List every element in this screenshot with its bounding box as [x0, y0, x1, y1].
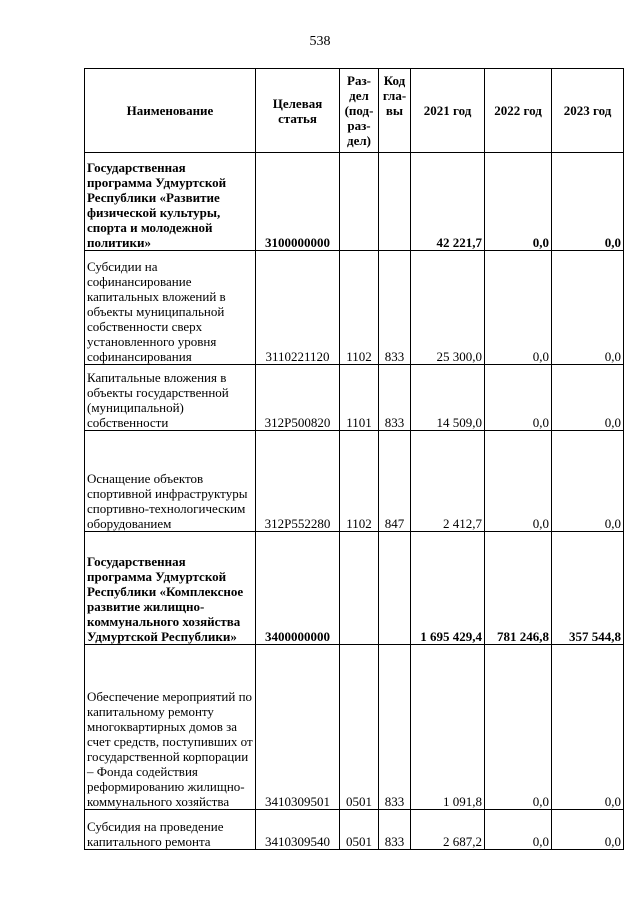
header-row [85, 69, 624, 153]
table-row [85, 153, 624, 251]
table-row [85, 365, 624, 431]
row-glava: 833 [379, 810, 411, 850]
row-2021: 1 695 429,4 [411, 532, 485, 645]
row-2022: 0,0 [485, 431, 552, 532]
row-target-code: 3410309540 [256, 810, 340, 850]
row-2021: 25 300,0 [411, 251, 485, 365]
row-2022: 0,0 [485, 153, 552, 251]
header-2022: 2022 год [485, 69, 552, 153]
row-section: 0501 [340, 810, 379, 850]
row-2023: 0,0 [552, 365, 624, 431]
page-number: 538 [309, 34, 331, 49]
row-section [340, 153, 379, 251]
header-target: Целевая статья [256, 69, 340, 153]
row-section: 0501 [340, 645, 379, 810]
row-glava: 833 [379, 365, 411, 431]
table-row [85, 810, 624, 850]
row-section: 1102 [340, 431, 379, 532]
table-row [85, 431, 624, 532]
table-row [85, 645, 624, 810]
row-target-code: 312P500820 [256, 365, 340, 431]
row-2023: 0,0 [552, 431, 624, 532]
row-name: Государственная программа Удмуртской Республики «Комплексное развитие жилищно-коммунального хозяйства Удмуртской Республики» [85, 532, 256, 645]
row-2022: 0,0 [485, 810, 552, 850]
row-section: 1101 [340, 365, 379, 431]
row-2023: 0,0 [552, 153, 624, 251]
table-row [85, 251, 624, 365]
row-2022: 0,0 [485, 645, 552, 810]
header-section: Раз- дел (под- раз- дел) [340, 69, 379, 153]
row-glava: 833 [379, 251, 411, 365]
row-name: Субсидия на проведение капитального ремонта [85, 810, 256, 850]
row-name: Субсидии на софинансирование капитальных вложений в объекты муниципальной собственности сверх установленного уровня софинансирования [85, 251, 256, 365]
row-2021: 42 221,7 [411, 153, 485, 251]
row-glava [379, 532, 411, 645]
row-2023: 0,0 [552, 810, 624, 850]
row-2021: 2 687,2 [411, 810, 485, 850]
row-glava: 847 [379, 431, 411, 532]
header-name: Наименование [85, 69, 256, 153]
row-section [340, 532, 379, 645]
row-name: Оснащение объектов спортивной инфраструктуры спортивно-технологическим оборудованием [85, 431, 256, 532]
row-2022: 781 246,8 [485, 532, 552, 645]
row-2022: 0,0 [485, 251, 552, 365]
row-target-code: 3100000000 [256, 153, 340, 251]
row-target-code: 3410309501 [256, 645, 340, 810]
row-glava [379, 153, 411, 251]
row-2022: 0,0 [485, 365, 552, 431]
header-glava: Код гла- вы [379, 69, 411, 153]
row-2021: 2 412,7 [411, 431, 485, 532]
row-2021: 14 509,0 [411, 365, 485, 431]
row-target-code: 3110221120 [256, 251, 340, 365]
row-name: Обеспечение мероприятий по капитальному ремонту многоквартирных домов за счет средств, поступивших от государственной корпорации – Фонда содействия реформированию жилищно-коммунального хозяйства [85, 645, 256, 810]
row-2023: 0,0 [552, 645, 624, 810]
row-2023: 0,0 [552, 251, 624, 365]
header-2021: 2021 год [411, 69, 485, 153]
row-2021: 1 091,8 [411, 645, 485, 810]
row-name: Капитальные вложения в объекты государственной (муниципальной) собственности [85, 365, 256, 431]
table-row [85, 532, 624, 645]
row-name: Государственная программа Удмуртской Республики «Развитие физической культуры, спорта и молодежной политики» [85, 153, 256, 251]
row-2023: 357 544,8 [552, 532, 624, 645]
row-section: 1102 [340, 251, 379, 365]
row-target-code: 312P552280 [256, 431, 340, 532]
budget-table [84, 68, 624, 850]
row-glava: 833 [379, 645, 411, 810]
header-2023: 2023 год [552, 69, 624, 153]
row-target-code: 3400000000 [256, 532, 340, 645]
